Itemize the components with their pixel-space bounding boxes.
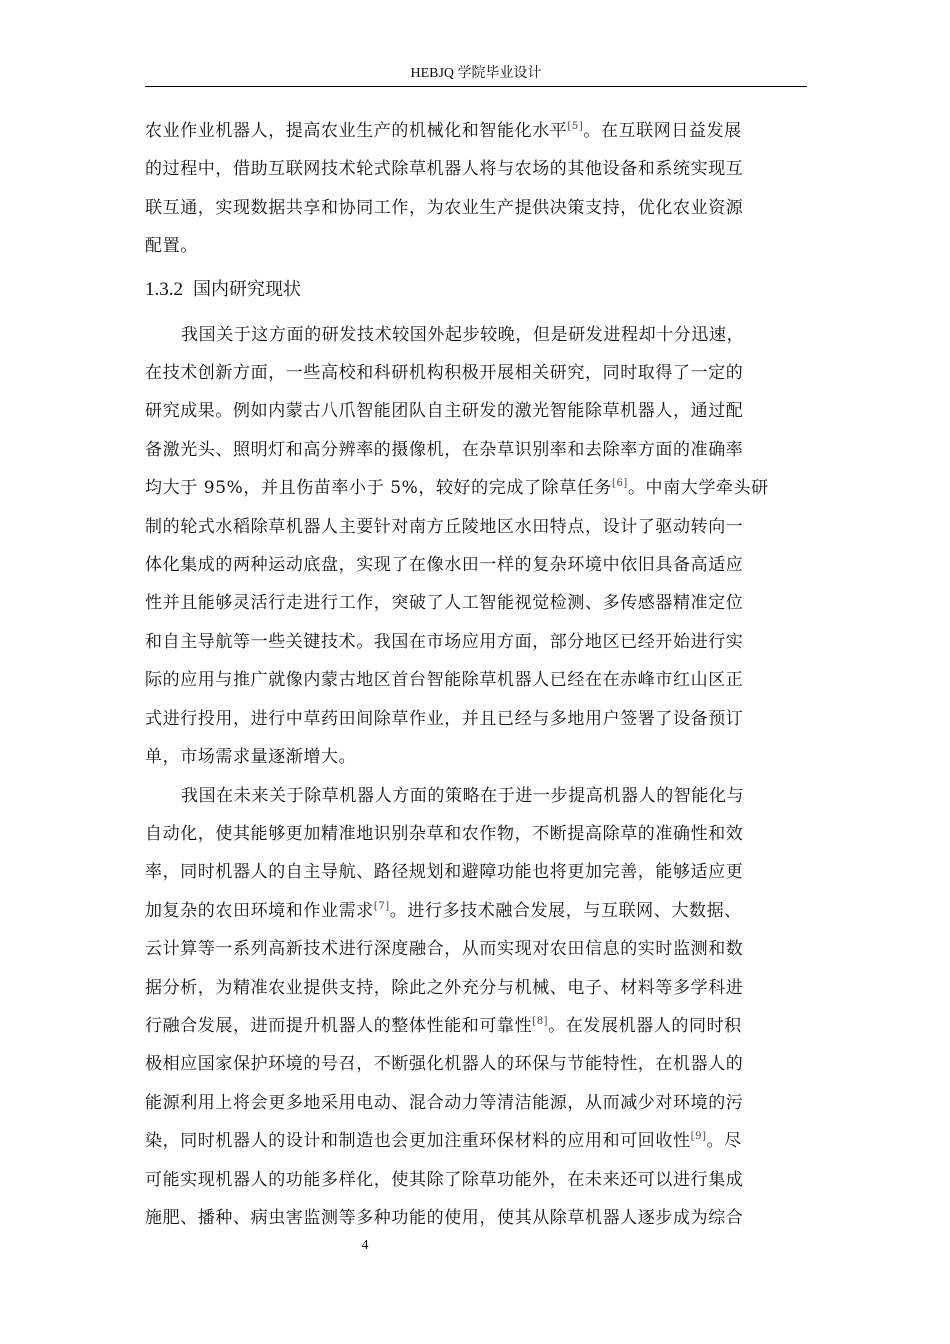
text-line: 农业作业机器人，提高农业生产的机械化和智能化水平[5]。在互联网日益发展 [145, 121, 742, 141]
text-line: 式进行投用，进行中草药田间除草作业，并且已经与多地用户签署了设备预订 [145, 708, 744, 729]
section-number: 1.3.2 [145, 278, 183, 300]
page-number: 4 [361, 1238, 369, 1253]
citation-ref: [5] [567, 121, 584, 132]
text-line: 加复杂的农田环境和作业需求[7]。进行多技术融合发展，与互联网、大数据、 [145, 900, 742, 921]
text-line: 染，同时机器人的设计和制造也会更加注重环保材料的应用和可回收性[9]。尽 [145, 1131, 742, 1152]
text-line: 云计算等一系列高新技术进行深度融合，从而实现对农田信息的实时监测和数 [145, 939, 744, 960]
text-line: 极相应国家保护环境的号召，不断强化机器人的环保与节能特性，在机器人的 [145, 1054, 744, 1075]
text-line: 际的应用与推广就像内蒙古地区首台智能除草机器人已经在在赤峰市红山区正 [145, 670, 744, 691]
text-line: 联互通，实现数据共享和协同工作，为农业生产提供决策支持，优化农业资源 [145, 197, 744, 218]
text-line: 可能实现机器人的功能多样化，使其除了除草功能外，在未来还可以进行集成 [145, 1169, 744, 1190]
page-header: HEBJQ 学院毕业设计 [410, 66, 542, 81]
text-line: 性并且能够灵活行走进行工作，突破了人工智能视觉检测、多传感器精准定位 [145, 593, 744, 614]
section-title: 国内研究现状 [193, 278, 301, 300]
document-body [145, 112, 807, 1237]
continuation-paragraph [145, 112, 807, 266]
paragraph-future-strategy [145, 777, 807, 1238]
citation-ref: [8] [532, 1015, 549, 1027]
section-heading [145, 270, 807, 310]
text-line: 我国关于这方面的研发技术较国外起步较晚，但是研发进程却十分迅速， [181, 324, 745, 345]
text-line: 自动化，使其能够更加精准地识别杂草和农作物，不断提高除草的准确性和效 [145, 823, 744, 844]
text-line: 据分析，为精准农业提供支持，除此之外充分与机械、电子、材料等多学科进 [145, 977, 744, 998]
paragraph-domestic-status [145, 316, 807, 777]
text-line: 单，市场需求量逐渐增大。 [145, 747, 357, 768]
citation-ref: [6] [611, 478, 628, 490]
text-line: 和自主导航等一些关键技术。我国在市场应用方面，部分地区已经开始进行实 [145, 631, 744, 652]
text-line: 备激光头、照明灯和高分辨率的摄像机，在杂草识别率和去除率方面的准确率 [145, 439, 744, 460]
text-line: 的过程中，借助互联网技术轮式除草机器人将与农场的其他设备和系统实现互 [145, 159, 744, 180]
text-line: 制的轮式水稻除草机器人主要针对南方丘陵地区水田特点，设计了驱动转向一 [145, 516, 744, 537]
text-line: 配置。 [145, 236, 198, 257]
text-line: 体化集成的两种运动底盘，实现了在像水田一样的复杂环境中依旧具备高适应 [145, 555, 744, 576]
citation-ref: [9] [690, 1131, 707, 1143]
text-line: 在技术创新方面，一些高校和科研机构积极开展相关研究，同时取得了一定的 [145, 363, 744, 384]
text-line: 行融合发展，进而提升机器人的整体性能和可靠性[8]。在发展机器人的同时积 [145, 1015, 742, 1036]
header-divider [145, 86, 807, 87]
text-line: 施肥、播种、病虫害监测等多种功能的使用，使其从除草机器人逐步成为综合 [145, 1207, 744, 1228]
text-line: 研究成果。例如内蒙古八爪智能团队自主研发的激光智能除草机器人，通过配 [145, 401, 744, 422]
text-line: 我国在未来关于除草机器人方面的策略在于进一步提高机器人的智能化与 [181, 785, 745, 806]
citation-ref: [7] [373, 900, 390, 912]
text-line: 能源利用上将会更多地采用电动、混合动力等清洁能源，从而减少对环境的污 [145, 1092, 744, 1113]
text-line: 率，同时机器人的自主导航、路径规划和避障功能也将更加完善，能够适应更 [145, 862, 744, 883]
text-line: 均大于 95%，并且伤苗率小于 5%，较好的完成了除草任务[6]。中南大学牵头研 [145, 478, 769, 499]
